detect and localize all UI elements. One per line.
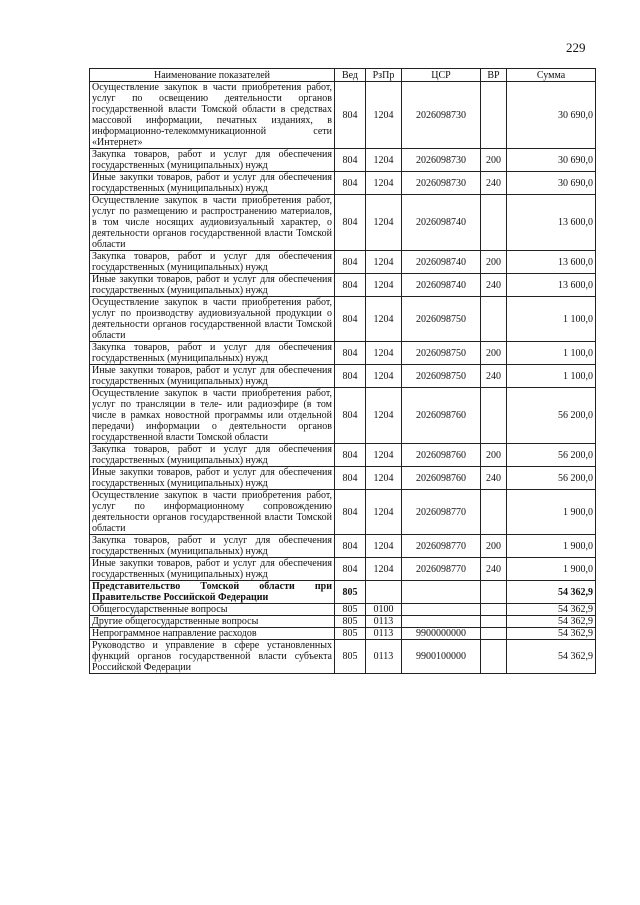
table-row xyxy=(90,444,596,467)
row-rzpr-cell: 0100 xyxy=(366,604,402,616)
row-ved-cell: 804 xyxy=(335,251,366,274)
row-ved-cell: 804 xyxy=(335,342,366,365)
row-ved-cell: 805 xyxy=(335,616,366,628)
row-sum-cell: 13 600,0 xyxy=(507,274,596,297)
row-vr-cell xyxy=(481,297,507,342)
row-name-cell: Осуществление закупок в части приобретения работ, услуг по освещению деятельности органов государственной власти Томской области в средствах массовой информации, печатных изданиях, в информационно-телекоммуникационной сети «Интернет» xyxy=(90,82,335,149)
row-rzpr-cell: 1204 xyxy=(366,467,402,490)
row-csr-cell xyxy=(402,616,481,628)
row-ved-cell: 804 xyxy=(335,172,366,195)
row-rzpr-cell: 1204 xyxy=(366,535,402,558)
header-name: Наименование показателей xyxy=(90,69,335,82)
budget-table xyxy=(89,68,596,674)
row-vr-cell xyxy=(481,604,507,616)
row-ved-cell: 804 xyxy=(335,467,366,490)
row-sum-cell: 54 362,9 xyxy=(507,581,596,604)
row-rzpr-cell: 0113 xyxy=(366,628,402,640)
row-rzpr-cell: 0113 xyxy=(366,640,402,674)
row-name-cell: Иные закупки товаров, работ и услуг для обеспечения государственных (муниципальных) нужд xyxy=(90,172,335,195)
row-csr-cell: 2026098770 xyxy=(402,535,481,558)
table-row xyxy=(90,467,596,490)
row-ved-cell: 804 xyxy=(335,388,366,444)
row-name-cell: Закупка товаров, работ и услуг для обеспечения государственных (муниципальных) нужд xyxy=(90,251,335,274)
row-sum-cell: 1 100,0 xyxy=(507,342,596,365)
row-sum-cell: 54 362,9 xyxy=(507,604,596,616)
row-ved-cell: 804 xyxy=(335,535,366,558)
row-rzpr-cell: 1204 xyxy=(366,342,402,365)
row-vr-cell: 240 xyxy=(481,274,507,297)
row-csr-cell: 2026098740 xyxy=(402,251,481,274)
row-vr-cell: 200 xyxy=(481,535,507,558)
row-sum-cell: 56 200,0 xyxy=(507,467,596,490)
row-name-cell: Иные закупки товаров, работ и услуг для обеспечения государственных (муниципальных) нужд xyxy=(90,274,335,297)
row-sum-cell: 1 900,0 xyxy=(507,490,596,535)
table-row xyxy=(90,535,596,558)
row-vr-cell xyxy=(481,82,507,149)
row-vr-cell xyxy=(481,581,507,604)
row-csr-cell: 2026098730 xyxy=(402,149,481,172)
row-ved-cell: 805 xyxy=(335,628,366,640)
row-sum-cell: 30 690,0 xyxy=(507,82,596,149)
row-vr-cell xyxy=(481,616,507,628)
row-sum-cell: 54 362,9 xyxy=(507,616,596,628)
row-vr-cell xyxy=(481,490,507,535)
row-ved-cell: 805 xyxy=(335,604,366,616)
row-vr-cell: 200 xyxy=(481,342,507,365)
row-csr-cell: 9900000000 xyxy=(402,628,481,640)
row-vr-cell: 240 xyxy=(481,172,507,195)
row-rzpr-cell: 1204 xyxy=(366,251,402,274)
row-sum-cell: 54 362,9 xyxy=(507,628,596,640)
row-name-cell: Закупка товаров, работ и услуг для обеспечения государственных (муниципальных) нужд xyxy=(90,342,335,365)
row-vr-cell: 200 xyxy=(481,251,507,274)
table-row xyxy=(90,172,596,195)
row-rzpr-cell: 1204 xyxy=(366,297,402,342)
row-name-cell: Иные закупки товаров, работ и услуг для обеспечения государственных (муниципальных) нужд xyxy=(90,467,335,490)
row-vr-cell: 240 xyxy=(481,558,507,581)
table-row xyxy=(90,581,596,604)
row-rzpr-cell: 1204 xyxy=(366,388,402,444)
row-csr-cell: 2026098750 xyxy=(402,365,481,388)
table-row xyxy=(90,388,596,444)
table-header-row xyxy=(90,69,596,82)
table-row xyxy=(90,628,596,640)
header-rzpr: РзПр xyxy=(366,69,402,82)
row-rzpr-cell: 1204 xyxy=(366,82,402,149)
row-vr-cell: 200 xyxy=(481,149,507,172)
row-name-cell: Общегосударственные вопросы xyxy=(90,604,335,616)
row-vr-cell: 200 xyxy=(481,444,507,467)
row-rzpr-cell: 1204 xyxy=(366,490,402,535)
row-name-cell: Осуществление закупок в части приобретения работ, услуг по размещению и распространению материалов, в том числе носящих аудиовизуальный характер, о деятельности органов государственной власти Томской области xyxy=(90,195,335,251)
table-row xyxy=(90,558,596,581)
row-csr-cell: 2026098740 xyxy=(402,274,481,297)
row-csr-cell: 2026098770 xyxy=(402,490,481,535)
table-row xyxy=(90,342,596,365)
row-name-cell: Иные закупки товаров, работ и услуг для обеспечения государственных (муниципальных) нужд xyxy=(90,558,335,581)
row-rzpr-cell: 1204 xyxy=(366,558,402,581)
row-csr-cell xyxy=(402,604,481,616)
row-sum-cell: 30 690,0 xyxy=(507,172,596,195)
row-rzpr-cell: 0113 xyxy=(366,616,402,628)
row-csr-cell xyxy=(402,581,481,604)
table-row xyxy=(90,274,596,297)
row-sum-cell: 13 600,0 xyxy=(507,251,596,274)
table-row xyxy=(90,490,596,535)
row-csr-cell: 2026098760 xyxy=(402,444,481,467)
row-ved-cell: 804 xyxy=(335,195,366,251)
table-row xyxy=(90,604,596,616)
row-csr-cell: 2026098750 xyxy=(402,297,481,342)
row-sum-cell: 54 362,9 xyxy=(507,640,596,674)
row-sum-cell: 1 900,0 xyxy=(507,535,596,558)
row-ved-cell: 804 xyxy=(335,149,366,172)
table-row xyxy=(90,616,596,628)
row-vr-cell xyxy=(481,640,507,674)
row-name-cell: Иные закупки товаров, работ и услуг для обеспечения государственных (муниципальных) нужд xyxy=(90,365,335,388)
page-number: 229 xyxy=(566,40,586,55)
row-vr-cell: 240 xyxy=(481,467,507,490)
row-sum-cell: 56 200,0 xyxy=(507,388,596,444)
row-vr-cell: 240 xyxy=(481,365,507,388)
row-csr-cell: 2026098750 xyxy=(402,342,481,365)
row-sum-cell: 1 900,0 xyxy=(507,558,596,581)
row-ved-cell: 804 xyxy=(335,274,366,297)
row-rzpr-cell: 1204 xyxy=(366,365,402,388)
row-name-cell: Осуществление закупок в части приобретения работ, услуг по трансляции в теле- или радиоэфире (в том числе в рамках новостной программы или отдельной передачи) информации о деятельности органов государственной власти Томской области xyxy=(90,388,335,444)
header-ved: Вед xyxy=(335,69,366,82)
row-rzpr-cell: 1204 xyxy=(366,172,402,195)
row-ved-cell: 804 xyxy=(335,444,366,467)
header-csr: ЦСР xyxy=(402,69,481,82)
row-csr-cell: 2026098760 xyxy=(402,388,481,444)
row-rzpr-cell: 1204 xyxy=(366,149,402,172)
row-csr-cell: 2026098740 xyxy=(402,195,481,251)
row-ved-cell: 804 xyxy=(335,297,366,342)
row-ved-cell: 804 xyxy=(335,490,366,535)
row-ved-cell: 804 xyxy=(335,365,366,388)
row-ved-cell: 805 xyxy=(335,581,366,604)
table-row xyxy=(90,365,596,388)
row-rzpr-cell: 1204 xyxy=(366,444,402,467)
table-row xyxy=(90,149,596,172)
table-row xyxy=(90,195,596,251)
row-name-cell: Закупка товаров, работ и услуг для обеспечения государственных (муниципальных) нужд xyxy=(90,149,335,172)
table-row xyxy=(90,82,596,149)
row-sum-cell: 56 200,0 xyxy=(507,444,596,467)
row-name-cell: Другие общегосударственные вопросы xyxy=(90,616,335,628)
row-name-cell: Осуществление закупок в части приобретения работ, услуг по информационному сопровождению деятельности органов государственной власти Томской области xyxy=(90,490,335,535)
row-vr-cell xyxy=(481,388,507,444)
row-sum-cell: 30 690,0 xyxy=(507,149,596,172)
row-sum-cell: 1 100,0 xyxy=(507,297,596,342)
header-sum: Сумма xyxy=(507,69,596,82)
row-ved-cell: 804 xyxy=(335,558,366,581)
row-rzpr-cell: 1204 xyxy=(366,274,402,297)
row-ved-cell: 804 xyxy=(335,82,366,149)
row-csr-cell: 9900100000 xyxy=(402,640,481,674)
row-csr-cell: 2026098730 xyxy=(402,172,481,195)
row-sum-cell: 1 100,0 xyxy=(507,365,596,388)
row-name-cell: Руководство и управление в сфере установленных функций органов государственной власти субъекта Российской Федерации xyxy=(90,640,335,674)
row-name-cell: Закупка товаров, работ и услуг для обеспечения государственных (муниципальных) нужд xyxy=(90,444,335,467)
row-rzpr-cell xyxy=(366,581,402,604)
table-row xyxy=(90,297,596,342)
header-vr: ВР xyxy=(481,69,507,82)
row-name-cell: Закупка товаров, работ и услуг для обеспечения государственных (муниципальных) нужд xyxy=(90,535,335,558)
row-sum-cell: 13 600,0 xyxy=(507,195,596,251)
row-name-cell: Непрограммное направление расходов xyxy=(90,628,335,640)
row-name-cell: Представительство Томской области при Правительстве Российской Федерации xyxy=(90,581,335,604)
row-csr-cell: 2026098760 xyxy=(402,467,481,490)
row-csr-cell: 2026098730 xyxy=(402,82,481,149)
row-ved-cell: 805 xyxy=(335,640,366,674)
table-row xyxy=(90,640,596,674)
row-name-cell: Осуществление закупок в части приобретения работ, услуг по производству аудиовизуальной продукции о деятельности органов государственной власти Томской области xyxy=(90,297,335,342)
row-vr-cell xyxy=(481,195,507,251)
table-row xyxy=(90,251,596,274)
row-rzpr-cell: 1204 xyxy=(366,195,402,251)
row-vr-cell xyxy=(481,628,507,640)
row-csr-cell: 2026098770 xyxy=(402,558,481,581)
